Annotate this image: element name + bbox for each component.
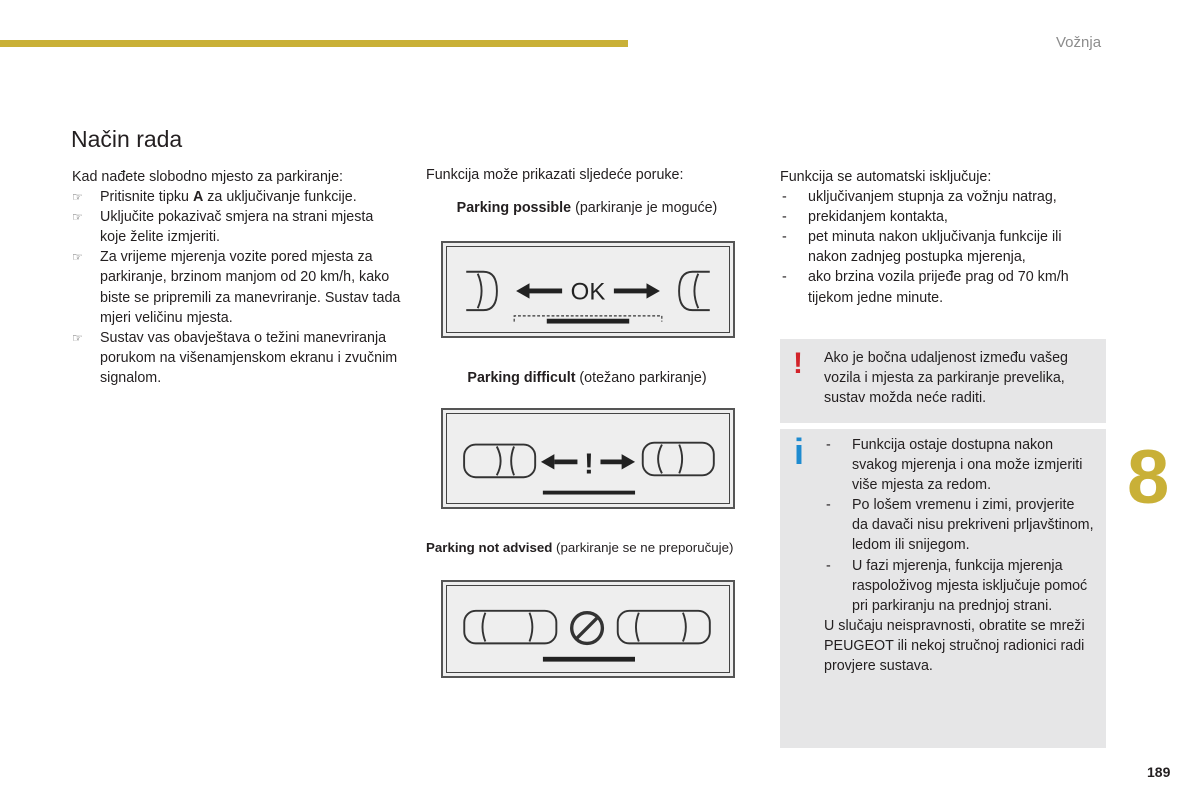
warning-box bbox=[780, 339, 1106, 423]
message-desc: (parkiranje je moguće) bbox=[571, 200, 718, 216]
header-accent-bar bbox=[0, 40, 628, 47]
list-item: - Po lošem vremenu i zimi, provjerite da davači nisu prekriveni prljavštinom, ledom ili snijegom. bbox=[824, 495, 1094, 555]
list-item: - prekidanjem kontakta, bbox=[780, 207, 1100, 227]
info-box bbox=[780, 429, 1106, 748]
ok-symbol: OK bbox=[570, 278, 606, 306]
parking-possible-illustration bbox=[443, 243, 733, 336]
pointing-hand-icon: ☞ bbox=[72, 190, 83, 205]
instruction-item bbox=[72, 328, 402, 388]
deactivation-column bbox=[780, 167, 1100, 308]
exclamation-symbol: ! bbox=[584, 448, 594, 481]
instruction-text: Uključite pokazivač smjera na strani mjesta koje želite izmjeriti. bbox=[100, 209, 374, 246]
instruction-text: Sustav vas obavještava o težini manevriranja porukom na višenamjenskom ekranu i zvučnim signalom. bbox=[100, 329, 398, 386]
message-caption-difficult bbox=[426, 370, 748, 386]
instruction-text: Za vrijeme mjerenja vozite pored mjesta za parkiranje, brzinom manjom od 20 km/h, kako biste se pripremili za manevriranje. Sustav tada mjeri veličinu mjesta. bbox=[100, 249, 401, 326]
deactivation-intro: Funkcija se automatski isključuje: bbox=[780, 169, 992, 185]
info-footer: U slučaju neispravnosti, obratite se mreži PEUGEOT ili nekoj stručnoj radionici radi provjere sustava. bbox=[824, 617, 1085, 675]
pointing-hand-icon: ☞ bbox=[72, 250, 83, 265]
message-name: Parking possible bbox=[456, 200, 572, 216]
message-desc: (otežano parkiranje) bbox=[575, 370, 707, 386]
list-item: - uključivanjem stupnja za vožnju natrag, bbox=[780, 187, 1100, 207]
page-number: 189 bbox=[1147, 764, 1171, 780]
message-name: Parking difficult bbox=[467, 370, 576, 386]
messages-intro: Funkcija može prikazati sljedeće poruke: bbox=[426, 167, 684, 183]
message-caption-not-advised bbox=[426, 540, 733, 555]
display-parking-not-advised bbox=[441, 580, 735, 678]
list-item: - pet minuta nakon uključivanja funkcije ili nakon zadnjeg postupka mjerenja, bbox=[780, 227, 1100, 267]
pointing-hand-icon: ☞ bbox=[72, 210, 83, 225]
message-desc: (parkiranje se ne preporučuje) bbox=[552, 540, 734, 555]
page-title: Način rada bbox=[71, 126, 183, 152]
info-icon: i bbox=[794, 431, 805, 472]
instruction-item bbox=[72, 187, 402, 207]
display-parking-difficult bbox=[441, 408, 735, 509]
parking-difficult-illustration bbox=[443, 410, 733, 507]
display-parking-possible bbox=[441, 241, 735, 338]
list-item: - ako brzina vozila prijeđe prag od 70 km/h tijekom jedne minute. bbox=[780, 267, 1100, 307]
section-label: Vožnja bbox=[1056, 34, 1102, 51]
instruction-item bbox=[72, 247, 402, 327]
instruction-text: Pritisnite tipku bbox=[100, 189, 193, 206]
pointing-hand-icon: ☞ bbox=[72, 330, 83, 345]
message-caption-possible bbox=[426, 200, 748, 216]
instruction-item bbox=[72, 207, 402, 247]
button-a-label: A bbox=[192, 189, 204, 206]
list-item: - Funkcija ostaje dostupna nakon svakog mjerenja i ona može izmjeriti više mjesta za redom. bbox=[824, 435, 1094, 495]
warning-icon: ! bbox=[793, 347, 803, 380]
chapter-number: 8 bbox=[1127, 435, 1170, 520]
message-name: Parking not advised bbox=[426, 540, 553, 555]
instruction-text: za uključivanje funkcije. bbox=[203, 189, 357, 206]
instructions-intro: Kad nađete slobodno mjesto za parkiranje: bbox=[72, 169, 344, 185]
warning-text: Ako je bočna udaljenost između vašeg vozila i mjesta za parkiranje prevelika, sustav možda neće raditi. bbox=[824, 350, 1068, 407]
parking-not-advised-illustration bbox=[443, 582, 733, 676]
info-text bbox=[824, 435, 1094, 676]
instructions-column bbox=[72, 167, 402, 388]
list-item: - U fazi mjerenja, funkcija mjerenja raspoloživog mjesta isključuje pomoć pri parkiranju na prednjoj strani. bbox=[824, 556, 1094, 616]
